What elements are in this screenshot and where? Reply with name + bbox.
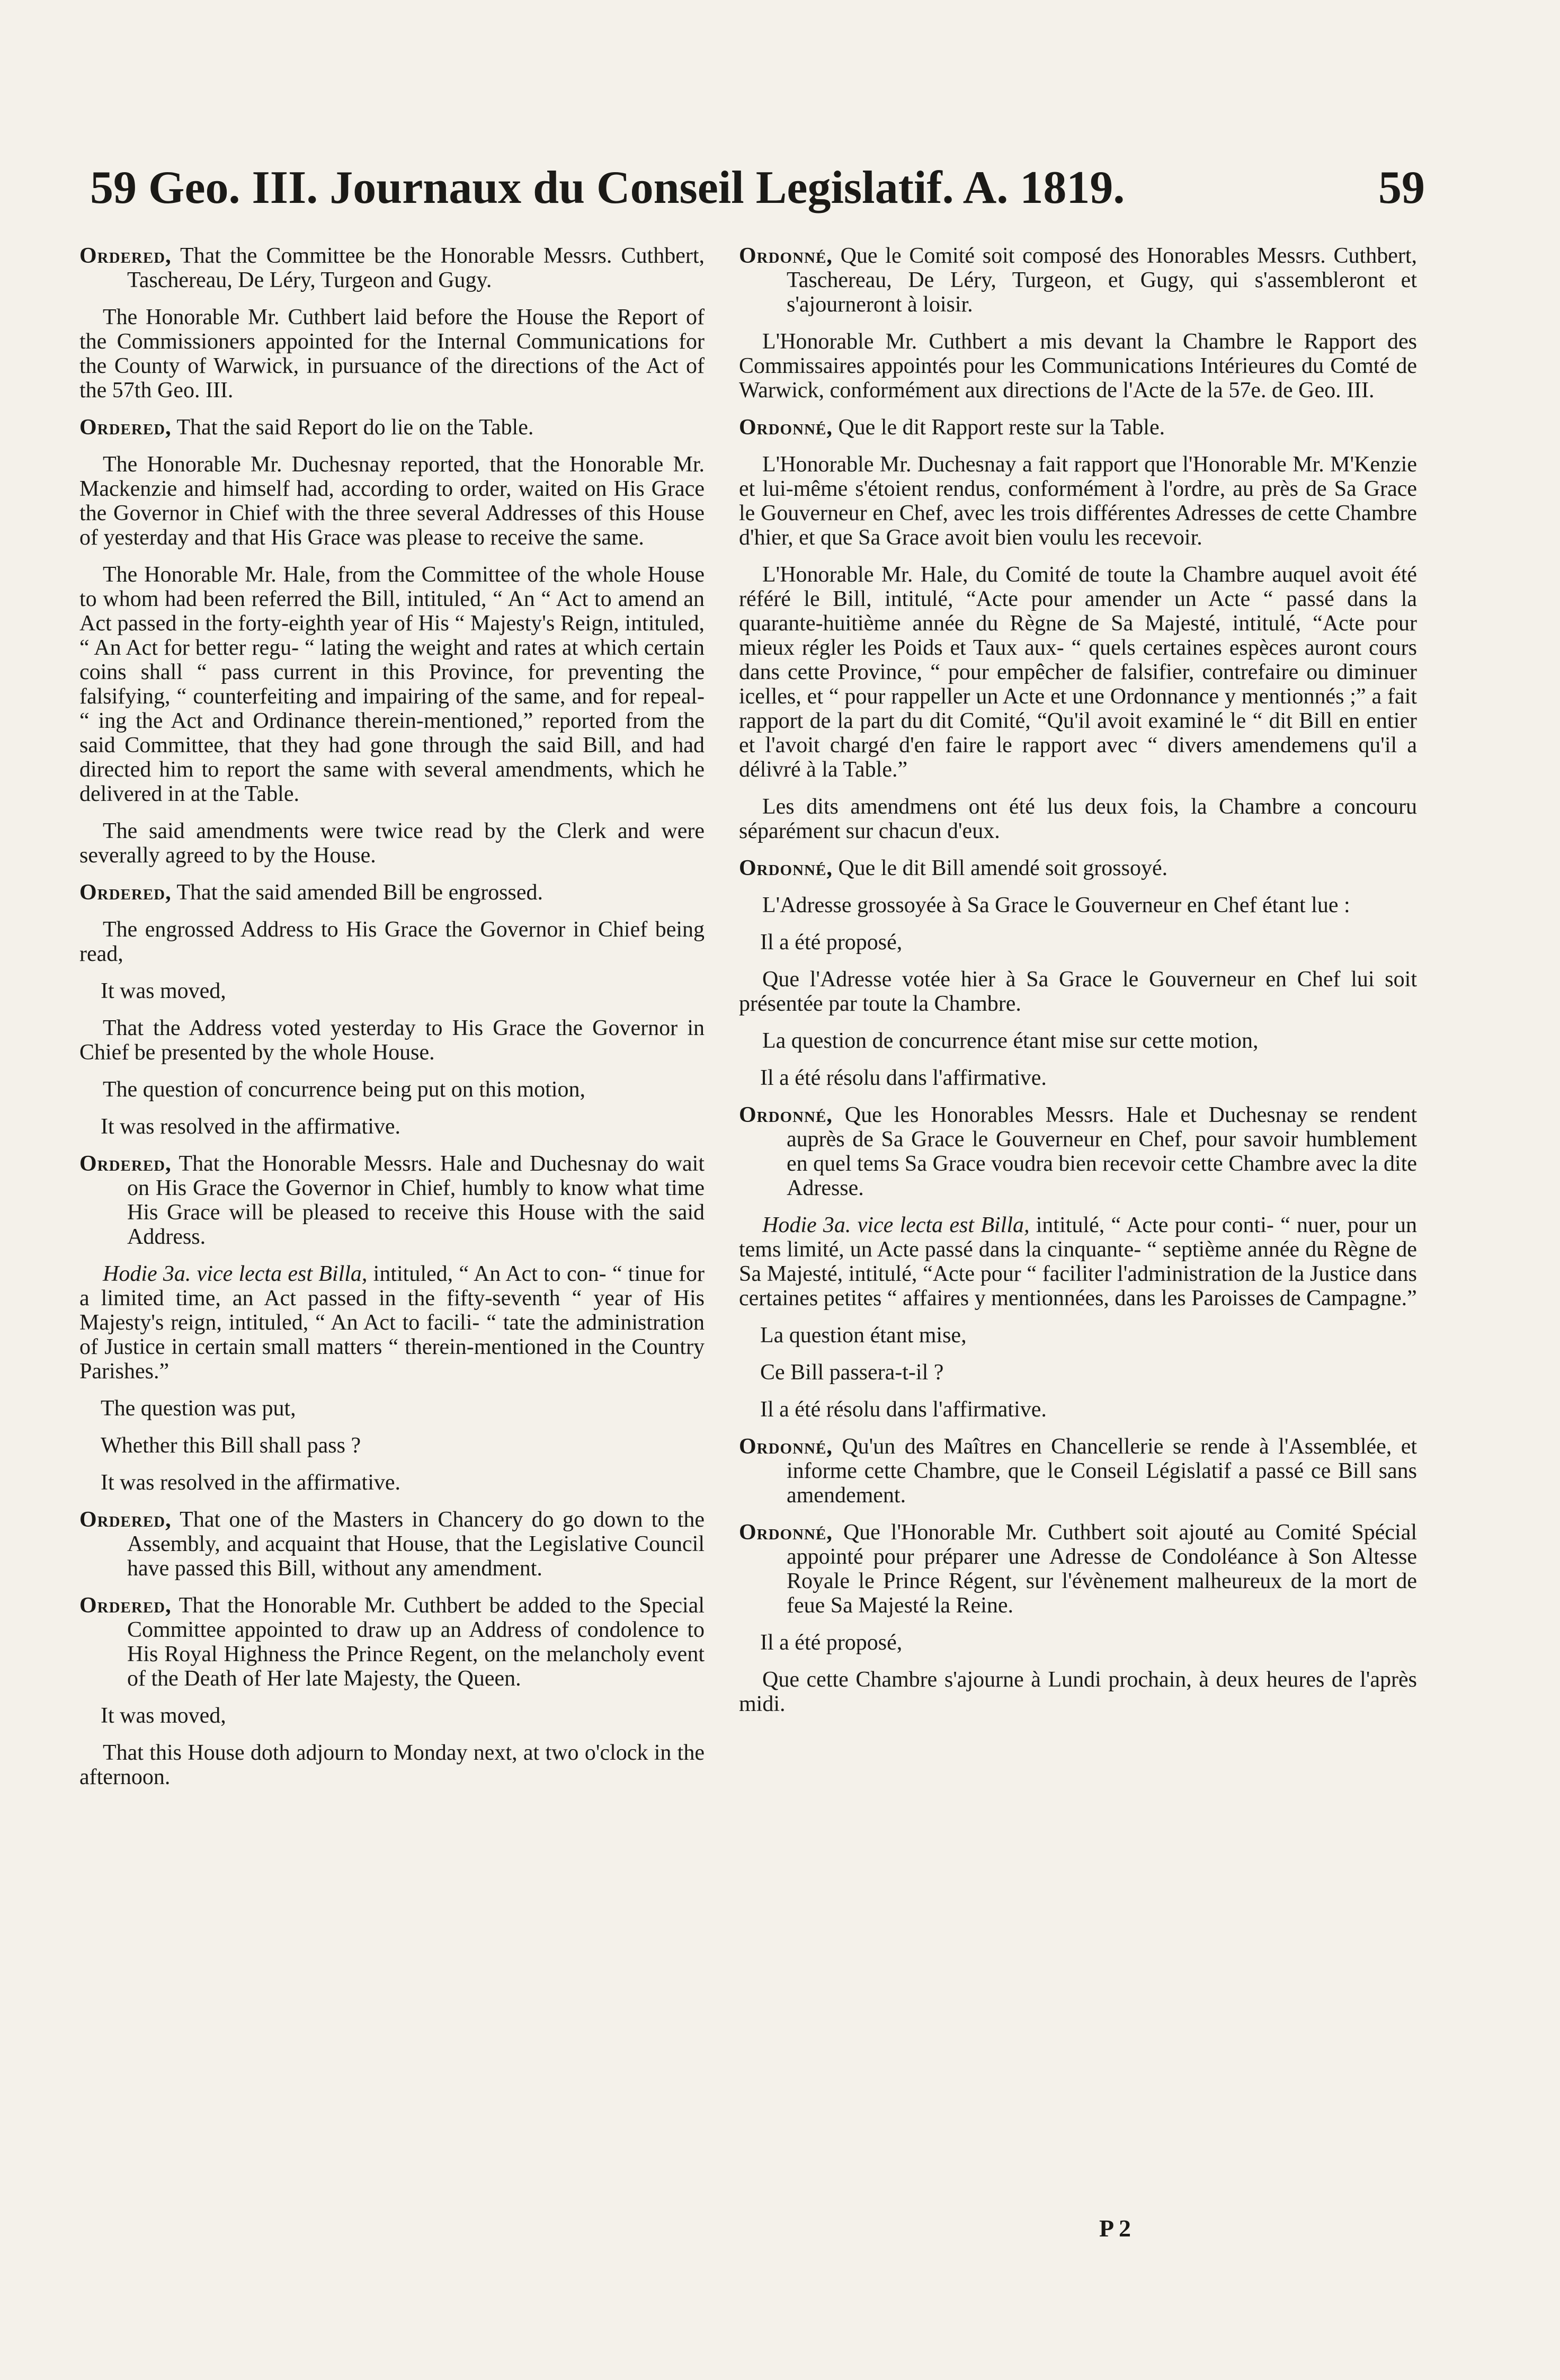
paragraph: Que cette Chambre s'ajourne à Lundi prochain, à deux heures de l'après midi. xyxy=(739,1668,1417,1716)
paragraph-text: Qu'un des Maîtres en Chancellerie se rende à l'Assemblée, et informe cette Chambre, que le Conseil Législatif a passé ce Bill sans amendement. xyxy=(787,1434,1418,1508)
paragraph: Il a été résolu dans l'affirmative. xyxy=(760,1397,1047,1422)
paragraph xyxy=(79,1593,705,1691)
latin-phrase: Hodie 3a. vice lecta est Billa, xyxy=(762,1213,1030,1237)
paragraph xyxy=(79,880,705,905)
signature-mark: P 2 xyxy=(1099,2215,1131,2242)
ordered-label: Ordered, xyxy=(79,1152,172,1176)
page-header xyxy=(79,154,1425,222)
ordered-label: Ordered, xyxy=(79,1508,172,1532)
latin-phrase: Hodie 3a. vice lecta est Billa, xyxy=(103,1262,368,1286)
paragraph-text: Que l'Honorable Mr. Cuthbert soit ajouté au Comité Spécial appointé pour préparer une Adresse de Condoléance à Son Altesse Royale le Prince Régent, sur l'évènement malheureux de la mort de feue Sa Majesté la Reine. xyxy=(787,1520,1418,1618)
paragraph: The Honorable Mr. Cuthbert laid before the House the Report of the Commissioners appointed for the Internal Communications for the County of Warwick, in pursuance of the directions of the Act of the 57th Geo. III. xyxy=(79,305,705,403)
paragraph-text: That the said Report do lie on the Table. xyxy=(176,415,534,440)
running-title: 59 Geo. III. Journaux du Conseil Legislatif. A. 1819. xyxy=(90,162,1125,213)
paragraph: Ce Bill passera-t-il ? xyxy=(760,1360,944,1385)
paragraph xyxy=(79,1508,705,1581)
paragraph xyxy=(739,1213,1417,1311)
french-column xyxy=(739,244,1417,1729)
paragraph xyxy=(79,415,705,440)
paragraph-text: That one of the Masters in Chancery do go down to the Assembly, and acquaint that House, that the Legislative Council have passed this Bill, without any amendment. xyxy=(127,1508,705,1581)
paragraph: That the Address voted yesterday to His Grace the Governor in Chief be presented by the whole House. xyxy=(79,1016,705,1065)
paragraph-text: intitulé, “ Acte pour conti- “ nuer, pour un tems limité, un Acte passé dans la cinquante- “ septième année du Règne de Sa Majesté, intitulé, “Acte pour “ faciliter l'administration de la Justice dans certaines petites “ affaires y mentionnées, dans les Paroisses de Campagne.” xyxy=(739,1213,1417,1311)
paragraph: Il a été proposé, xyxy=(760,1630,903,1655)
paragraph-text: Que le dit Bill amendé soit grossoyé. xyxy=(838,856,1168,880)
paragraph xyxy=(739,1103,1417,1200)
paragraph: La question de concurrence étant mise sur cette motion, xyxy=(762,1029,1259,1053)
paragraph: L'Honorable Mr. Cuthbert a mis devant la Chambre le Rapport des Commissaires appointés pour les Communications Intérieures du Comté de Warwick, conformément aux directions de l'Acte de la 57e. de Geo. III. xyxy=(739,329,1417,403)
paragraph: Les dits amendmens ont été lus deux fois, la Chambre a concouru séparément sur chacun d'eux. xyxy=(739,795,1417,843)
paragraph xyxy=(739,856,1417,880)
paragraph: That this House doth adjourn to Monday next, at two o'clock in the afternoon. xyxy=(79,1741,705,1789)
paragraph-text: That the said amended Bill be engrossed. xyxy=(176,880,543,905)
paragraph: L'Adresse grossoyée à Sa Grace le Gouverneur en Chef étant lue : xyxy=(762,893,1350,917)
ordonne-label: Ordonné, xyxy=(739,1434,833,1459)
paragraph: It was resolved in the affirmative. xyxy=(101,1470,401,1495)
paragraph xyxy=(739,1434,1417,1508)
paragraph xyxy=(79,1152,705,1249)
paragraph: The question of concurrence being put on this motion, xyxy=(103,1077,585,1102)
paragraph xyxy=(739,1520,1417,1618)
paragraph: L'Honorable Mr. Duchesnay a fait rapport que l'Honorable Mr. M'Kenzie et lui-même s'étoient rendus, conformément à l'ordre, au près de Sa Grace le Gouverneur en Chef, avec les trois différentes Adresses de cette Chambre d'hier, et que Sa Grace avoit bien voulu les recevoir. xyxy=(739,452,1417,550)
ordered-label: Ordered, xyxy=(79,244,172,268)
paragraph-text: That the Honorable Messrs. Hale and Duchesnay do wait on His Grace the Governor in Chief, humbly to know what time His Grace will be pleased to receive this House with the said Address. xyxy=(127,1152,705,1249)
ordered-label: Ordered, xyxy=(79,880,172,905)
paragraph: The said amendments were twice read by the Clerk and were severally agreed to by the House. xyxy=(79,819,705,868)
paragraph: Il a été proposé, xyxy=(760,930,903,955)
paragraph: The Honorable Mr. Hale, from the Committee of the whole House to whom had been referred the Bill, intituled, “ An “ Act to amend an Act passed in the forty-eighth year of His “ Majesty's Reign, intituled, “ An Act for better regu- “ lating the weight and rates at which certain coins shall “ pass current in this Province, for preventing the falsifying, “ counterfeiting and impairing of the same, and for repeal- “ ing the Act and Ordinance therein-mentioned,” reported from the said Committee, that they had gone through the said Bill, and had directed him to report the same with several amendments, which he delivered in at the Table. xyxy=(79,563,705,806)
paragraph: It was resolved in the affirmative. xyxy=(101,1115,401,1139)
paragraph-text: That the Honorable Mr. Cuthbert be added to the Special Committee appointed to draw up an Address of condolence to His Royal Highness the Prince Regent, on the melancholy event of the Death of Her late Majesty, the Queen. xyxy=(127,1593,705,1691)
page-number: 59 xyxy=(1378,162,1425,213)
paragraph: The Honorable Mr. Duchesnay reported, that the Honorable Mr. Mackenzie and himself had, according to order, waited on His Grace the Governor in Chief with the three several Addresses of this House of yesterday and that His Grace was please to receive the same. xyxy=(79,452,705,550)
paragraph-text: Que les Honorables Messrs. Hale et Duchesnay se rendent auprès de Sa Grace le Gouverneur en Chef, pour savoir humblement en quel tems Sa Grace voudra bien recevoir cette Chambre avec la dite Adresse. xyxy=(787,1103,1417,1200)
paragraph-text: Que le dit Rapport reste sur la Table. xyxy=(838,415,1165,440)
paragraph-text: Que le Comité soit composé des Honorables Messrs. Cuthbert, Taschereau, De Léry, Turgeon, et Gugy, qui s'assembleront et s'ajourneront à loisir. xyxy=(787,244,1418,317)
paragraph: It was moved, xyxy=(101,1704,226,1728)
paragraph: Il a été résolu dans l'affirmative. xyxy=(760,1066,1047,1090)
paragraph xyxy=(79,244,705,292)
paragraph-text: intituled, “ An Act to con- “ tinue for a limited time, an Act passed in the fifty-seventh “ year of His Majesty's reign, intituled, “ An Act to facili- “ tate the administration of Justice in certain small matters “ therein-mentioned in the Country Parishes.” xyxy=(79,1262,705,1384)
ordonne-label: Ordonné, xyxy=(739,1520,833,1545)
ordonne-label: Ordonné, xyxy=(739,244,833,268)
paragraph: L'Honorable Mr. Hale, du Comité de toute la Chambre auquel avoit été référé le Bill, intitulé, “Acte pour amender un Acte “ passé dans la quarante-huitième année du Règne de Sa Majesté, intitulé, “Acte pour mieux régler les Poids et Taux aux- “ quels certaines espèces auront cours dans cette Province, “ pour empêcher de falsifier, contrefaire ou diminuer icelles, et “ pour rappeller un Acte et une Ordonnance y mentionnés ;” a fait rapport de la part du dit Comité, “Qu'il avoit examiné le “ dit Bill en entier et l'avoit chargé d'en faire le rapport avec “ divers amendemens qu'il a délivré à la Table.” xyxy=(739,563,1417,782)
paragraph: The engrossed Address to His Grace the Governor in Chief being read, xyxy=(79,917,705,966)
paragraph xyxy=(739,415,1417,440)
paragraph: Whether this Bill shall pass ? xyxy=(101,1433,361,1458)
ordonne-label: Ordonné, xyxy=(739,856,833,880)
paragraph: La question étant mise, xyxy=(760,1323,967,1348)
ordonne-label: Ordonné, xyxy=(739,1103,833,1127)
paragraph: It was moved, xyxy=(101,979,226,1003)
paragraph xyxy=(739,244,1417,317)
paragraph xyxy=(79,1262,705,1384)
paragraph: Que l'Adresse votée hier à Sa Grace le Gouverneur en Chef lui soit présentée par toute la Chambre. xyxy=(739,967,1417,1016)
english-column xyxy=(79,244,705,1802)
paragraph: The question was put, xyxy=(101,1396,296,1421)
ordered-label: Ordered, xyxy=(79,415,172,440)
ordonne-label: Ordonné, xyxy=(739,415,833,440)
paragraph-text: That the Committee be the Honorable Messrs. Cuthbert, Taschereau, De Léry, Turgeon and Gugy. xyxy=(127,244,705,292)
ordered-label: Ordered, xyxy=(79,1593,172,1618)
